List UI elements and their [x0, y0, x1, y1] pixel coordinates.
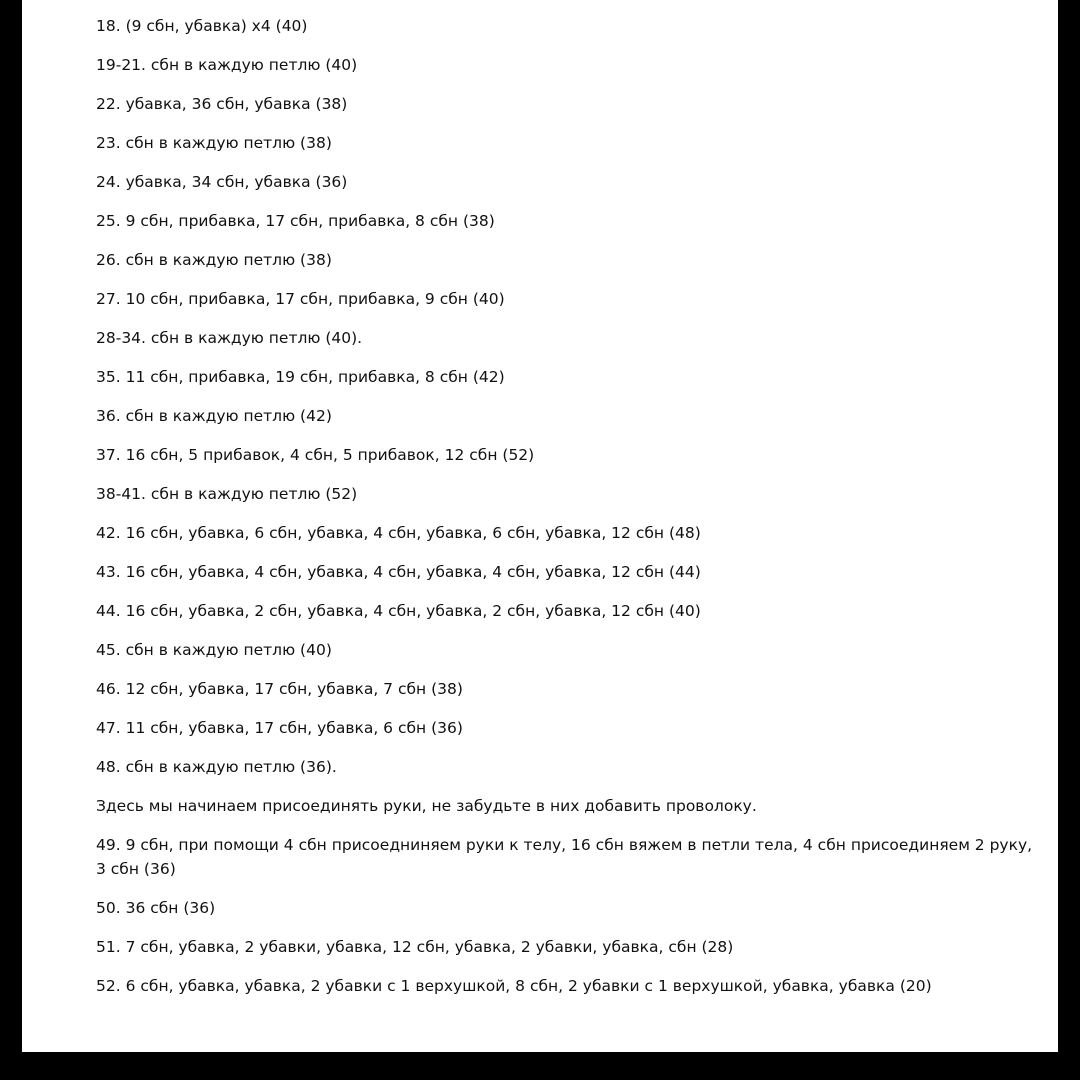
instruction-line: 23. сбн в каждую петлю (38)	[96, 134, 332, 152]
instruction-line: 36. сбн в каждую петлю (42)	[96, 407, 332, 425]
instruction-line: 38-41. сбн в каждую петлю (52)	[96, 485, 358, 503]
instruction-line: 42. 16 сбн, убавка, 6 сбн, убавка, 4 сбн, убавка, 6 сбн, убавка, 12 сбн (48)	[96, 524, 701, 542]
instruction-line: 51. 7 сбн, убавка, 2 убавки, убавка, 12 сбн, убавка, 2 убавки, убавка, сбн (28)	[96, 938, 734, 956]
instruction-line: 26. сбн в каждую петлю (38)	[96, 251, 332, 269]
instruction-line: 35. 11 сбн, прибавка, 19 сбн, прибавка, 8 сбн (42)	[96, 368, 505, 386]
instruction-line: 22. убавка, 36 сбн, убавка (38)	[96, 95, 348, 113]
instruction-line: 47. 11 сбн, убавка, 17 сбн, убавка, 6 сбн (36)	[96, 719, 463, 737]
instruction-line: 50. 36 сбн (36)	[96, 899, 216, 917]
instruction-line: 19-21. сбн в каждую петлю (40)	[96, 56, 358, 74]
instruction-line: 44. 16 сбн, убавка, 2 сбн, убавка, 4 сбн, убавка, 2 сбн, убавка, 12 сбн (40)	[96, 602, 701, 620]
instruction-line: 37. 16 сбн, 5 прибавок, 4 сбн, 5 прибавок, 12 сбн (52)	[96, 446, 535, 464]
instruction-line: 49. 9 сбн, при помощи 4 сбн присоедниняем руки к телу, 16 сбн вяжем в петли тела, 4 сбн присоединяем 2 руку, 3 сбн (36)	[96, 836, 1038, 878]
instruction-note: Здесь мы начинаем присоединять руки, не забудьте в них добавить проволоку.	[96, 797, 757, 815]
instruction-line: 45. сбн в каждую петлю (40)	[96, 641, 332, 659]
document-page	[22, 0, 1058, 1052]
instruction-line: 46. 12 сбн, убавка, 17 сбн, убавка, 7 сбн (38)	[96, 680, 463, 698]
instruction-line: 24. убавка, 34 сбн, убавка (36)	[96, 173, 348, 191]
instruction-line: 25. 9 сбн, прибавка, 17 сбн, прибавка, 8 сбн (38)	[96, 212, 495, 230]
instruction-line: 43. 16 сбн, убавка, 4 сбн, убавка, 4 сбн, убавка, 4 сбн, убавка, 12 сбн (44)	[96, 563, 701, 581]
pattern-instructions	[96, 14, 1046, 1013]
instruction-line: 48. сбн в каждую петлю (36).	[96, 758, 337, 776]
instruction-line: 18. (9 сбн, убавка) х4 (40)	[96, 17, 308, 35]
instruction-line: 27. 10 сбн, прибавка, 17 сбн, прибавка, 9 сбн (40)	[96, 290, 505, 308]
instruction-line: 52. 6 сбн, убавка, убавка, 2 убавки с 1 верхушкой, 8 сбн, 2 убавки с 1 верхушкой, убавка, убавка (20)	[96, 977, 932, 995]
instruction-line: 28-34. сбн в каждую петлю (40).	[96, 329, 363, 347]
